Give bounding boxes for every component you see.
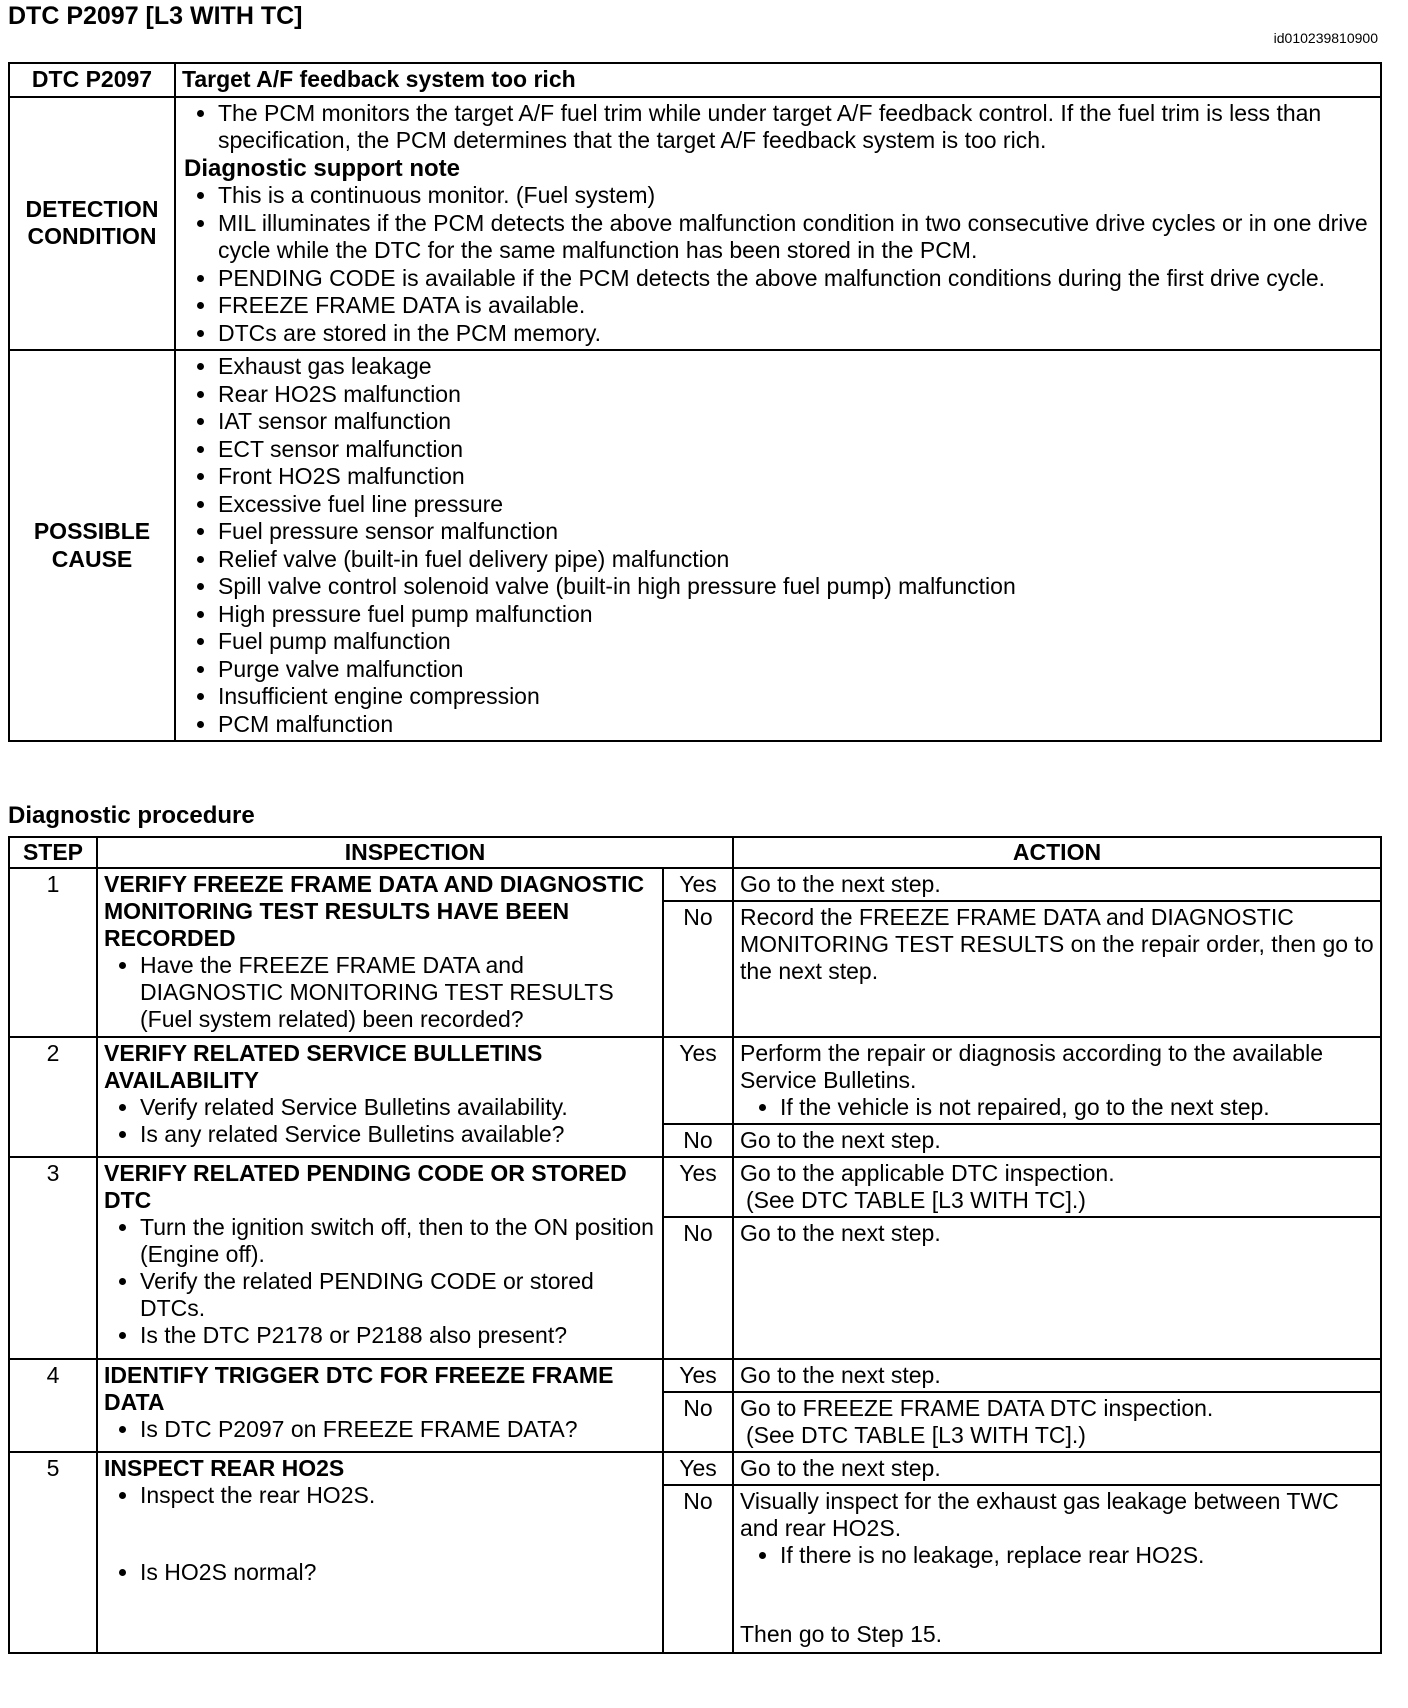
step-header: STEP — [9, 837, 97, 868]
yes-label: Yes — [663, 1037, 733, 1124]
inspection-cell — [97, 1037, 663, 1157]
no-action-bullet: • If there is no leakage, replace rear HO2S. — [780, 1542, 1374, 1569]
yes-action-cell — [733, 1037, 1381, 1124]
step-number: 4 — [9, 1359, 97, 1452]
diagnostic-procedure-table — [8, 836, 1382, 1654]
no-action: Go to FREEZE FRAME DATA DTC inspection. — [740, 1395, 1214, 1421]
detection-label-line2: CONDITION — [27, 223, 157, 250]
cause-item: • High pressure fuel pump malfunction — [218, 601, 1372, 629]
yes-action: Go to the next step. — [733, 868, 1381, 901]
support-note-item: • PENDING CODE is available if the PCM detects the above malfunction conditions during the first drive cycle. — [218, 265, 1372, 293]
yes-action-list — [740, 1094, 1374, 1121]
no-label: No — [663, 1485, 733, 1653]
inspection-header: INSPECTION — [97, 837, 733, 868]
yes-label: Yes — [663, 1359, 733, 1392]
inspection-item: • Is HO2S normal? — [140, 1559, 656, 1586]
cause-item: • Relief valve (built-in fuel delivery pipe) malfunction — [218, 546, 1372, 574]
support-note-item: • FREEZE FRAME DATA is available. — [218, 292, 1372, 320]
yes-action: Go to the applicable DTC inspection. — [740, 1160, 1115, 1186]
step-row-2-yes — [9, 1037, 1381, 1124]
inspection-item: • Turn the ignition switch off, then to the ON position (Engine off). — [140, 1214, 656, 1268]
support-note-item: • This is a continuous monitor. (Fuel system) — [218, 182, 1372, 210]
inspection-title: INSPECT REAR HO2S — [104, 1455, 345, 1481]
cause-item: • Purge valve malfunction — [218, 656, 1372, 684]
cause-item: • Front HO2S malfunction — [218, 463, 1372, 491]
inspection-item: • Verify related Service Bulletins availability. — [140, 1094, 656, 1121]
no-label: No — [663, 1124, 733, 1157]
yes-action: Go to the next step. — [733, 1359, 1381, 1392]
support-note-list — [182, 182, 1372, 347]
yes-action: Go to the next step. — [733, 1452, 1381, 1485]
detection-label-line1: DETECTION — [25, 195, 159, 222]
detection-condition-label — [9, 97, 175, 351]
cause-label-line2: CAUSE — [51, 545, 133, 572]
dtc-code-cell: DTC P2097 — [9, 63, 175, 97]
inspection-list — [104, 1094, 656, 1148]
dtc-info-table — [8, 62, 1382, 742]
no-label: No — [663, 1392, 733, 1452]
detection-intro-list — [182, 100, 1372, 155]
inspection-list — [104, 1214, 656, 1349]
yes-action-cell — [733, 1157, 1381, 1217]
step-number: 2 — [9, 1037, 97, 1157]
inspection-item: • Is the DTC P2178 or P2188 also present? — [140, 1322, 656, 1349]
document-id: id010239810900 — [1273, 30, 1378, 46]
action-header: ACTION — [733, 837, 1381, 868]
step-number: 3 — [9, 1157, 97, 1359]
cause-item: • Rear HO2S malfunction — [218, 381, 1372, 409]
no-label: No — [663, 1217, 733, 1359]
yes-label: Yes — [663, 1452, 733, 1485]
procedure-header-row — [9, 837, 1381, 868]
inspection-cell — [97, 868, 663, 1037]
inspection-item: • Inspect the rear HO2S. — [140, 1482, 656, 1509]
page-title: DTC P2097 [L3 WITH TC] — [8, 2, 303, 30]
inspection-item: • Verify the related PENDING CODE or stored DTCs. — [140, 1268, 656, 1322]
detection-condition-content — [175, 97, 1381, 351]
inspection-title: VERIFY FREEZE FRAME DATA AND DIAGNOSTIC MONITORING TEST RESULTS HAVE BEEN RECORDED — [104, 871, 645, 951]
cause-item: • Excessive fuel line pressure — [218, 491, 1372, 519]
yes-action-bullet: • If the vehicle is not repaired, go to the next step. — [780, 1094, 1374, 1121]
no-action-cell — [733, 1485, 1381, 1653]
no-action-after: Then go to Step 15. — [740, 1621, 943, 1647]
step-number: 5 — [9, 1452, 97, 1653]
inspection-cell — [97, 1157, 663, 1359]
step-row-1-yes — [9, 868, 1381, 901]
no-label: No — [663, 901, 733, 1037]
step-number: 1 — [9, 868, 97, 1037]
inspection-cell — [97, 1452, 663, 1653]
dtc-header-row — [9, 63, 1381, 97]
cause-item: • Insufficient engine compression — [218, 683, 1372, 711]
no-action: Record the FREEZE FRAME DATA and DIAGNOSTIC MONITORING TEST RESULTS on the repair order, then go to the next step. — [733, 901, 1381, 1037]
step-row-3-yes — [9, 1157, 1381, 1217]
dtc-description-cell: Target A/F feedback system too rich — [175, 63, 1381, 97]
possible-cause-content — [175, 350, 1381, 741]
yes-label: Yes — [663, 868, 733, 901]
no-action-list — [740, 1542, 1374, 1569]
no-action: Go to the next step. — [733, 1217, 1381, 1359]
possible-cause-label — [9, 350, 175, 741]
step-row-4-yes — [9, 1359, 1381, 1392]
support-note-item: • DTCs are stored in the PCM memory. — [218, 320, 1372, 348]
inspection-list — [104, 1416, 656, 1443]
inspection-title: VERIFY RELATED PENDING CODE OR STORED DTC — [104, 1160, 627, 1213]
no-action: Go to the next step. — [733, 1124, 1381, 1157]
cause-item: • Fuel pump malfunction — [218, 628, 1372, 656]
detection-intro: • The PCM monitors the target A/F fuel trim while under target A/F feedback control. If the fuel trim is less than specification, the PCM determines that the target A/F feedback system is too rich. — [218, 100, 1372, 155]
yes-action: Perform the repair or diagnosis according to the available Service Bulletins. — [740, 1040, 1323, 1093]
inspection-list — [104, 1482, 656, 1586]
cause-item: • Exhaust gas leakage — [218, 353, 1372, 381]
cause-item: • PCM malfunction — [218, 711, 1372, 739]
procedure-title: Diagnostic procedure — [8, 802, 255, 829]
no-action: Visually inspect for the exhaust gas leakage between TWC and rear HO2S. — [740, 1488, 1339, 1541]
cause-item: • IAT sensor malfunction — [218, 408, 1372, 436]
yes-action-reference: (See DTC TABLE [L3 WITH TC].) — [746, 1187, 1086, 1213]
detection-condition-row — [9, 97, 1381, 351]
support-note-title: Diagnostic support note — [184, 154, 460, 182]
inspection-list — [104, 952, 656, 1033]
yes-label: Yes — [663, 1157, 733, 1217]
cause-item: • ECT sensor malfunction — [218, 436, 1372, 464]
support-note-item: • MIL illuminates if the PCM detects the above malfunction condition in two consecutive drive cycles or in one drive cycle while the DTC for the same malfunction has been stored in the PCM. — [218, 210, 1372, 265]
inspection-title: VERIFY RELATED SERVICE BULLETINS AVAILABILITY — [104, 1040, 543, 1093]
inspection-item: • Have the FREEZE FRAME DATA and DIAGNOSTIC MONITORING TEST RESULTS (Fuel system related) been recorded? — [140, 952, 656, 1033]
no-action-reference: (See DTC TABLE [L3 WITH TC].) — [746, 1422, 1086, 1448]
inspection-title: IDENTIFY TRIGGER DTC FOR FREEZE FRAME DATA — [104, 1362, 614, 1415]
possible-cause-row — [9, 350, 1381, 741]
inspection-item: • Is any related Service Bulletins available? — [140, 1121, 656, 1148]
cause-label-line1: POSSIBLE — [33, 518, 151, 544]
inspection-cell — [97, 1359, 663, 1452]
cause-item: • Spill valve control solenoid valve (built-in high pressure fuel pump) malfunction — [218, 573, 1372, 601]
no-action-cell — [733, 1392, 1381, 1452]
step-row-5-yes — [9, 1452, 1381, 1485]
possible-cause-list — [182, 353, 1372, 738]
inspection-item: • Is DTC P2097 on FREEZE FRAME DATA? — [140, 1416, 656, 1443]
cause-item: • Fuel pressure sensor malfunction — [218, 518, 1372, 546]
